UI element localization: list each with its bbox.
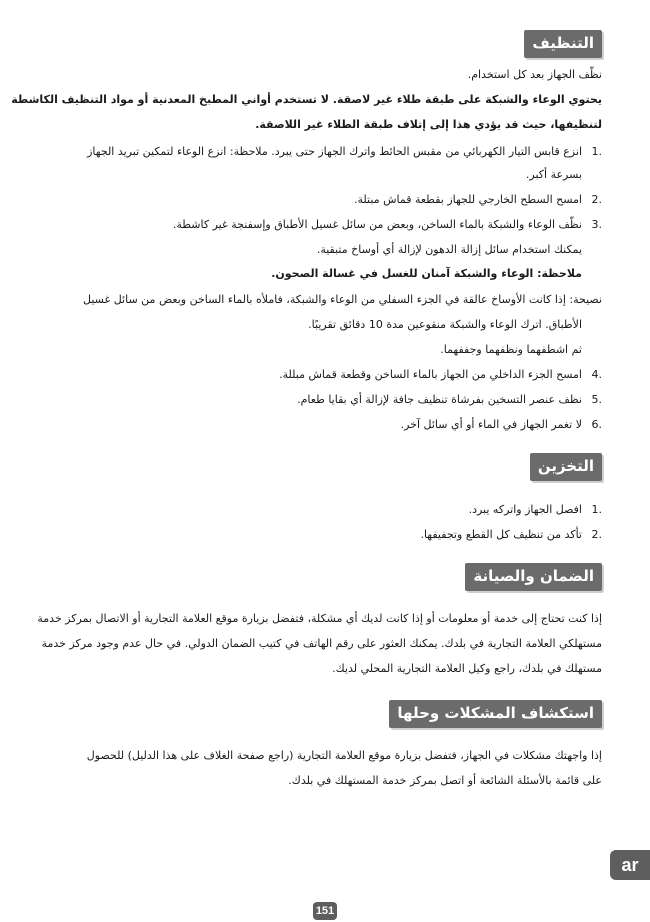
warranty-line-2: مستهلكي العلامة التجارية في بلدك. يمكنك العثور على رقم الهاتف في كتيب الضمان الدولي. في حال عدم وجود مركز خدمة [41, 637, 602, 650]
cleaning-step-6-text: لا تغمر الجهاز في الماء أو أي سائل آخر. [400, 418, 582, 431]
cleaning-step-number: 6. [591, 418, 602, 431]
storage-step-1-text: افصل الجهاز واتركه يبرد. [468, 503, 582, 516]
cleaning-intro: نظّف الجهاز بعد كل استخدام. [467, 68, 602, 81]
cleaning-step-3-tip-line-1: نصيحة: إذا كانت الأوساخ عالقة في الجزء السفلي من الوعاء والشبكة، فاملأه بالماء الساخن وبعض من سائل غسيل [83, 293, 602, 306]
page-number: 151 [313, 902, 337, 920]
warranty-line-1: إذا كنت تحتاج إلى خدمة أو معلومات أو إذا كانت لديك أي مشكلة، فتفضل بزيارة موقع العلامة التجارية أو الاتصال بمركز خدمة [37, 612, 602, 625]
cleaning-step-4-text: امسح الجزء الداخلي من الجهاز بالماء الساخن وقطعة قماش مبللة. [279, 368, 582, 381]
cleaning-step-number: 5. [591, 393, 602, 406]
language-badge: ar [610, 850, 650, 880]
cleaning-step-number: 3. [591, 218, 602, 231]
cleaning-step-number: 2. [591, 193, 602, 206]
cleaning-step-3-line-2: يمكنك استخدام سائل إزالة الدهون لإزالة أي أوساخ متبقية. [316, 243, 582, 256]
troubleshooting-heading: استكشاف المشكلات وحلها [389, 700, 602, 728]
troubleshooting-line-2: على قائمة بالأسئلة الشائعة أو اتصل بمركز خدمة المستهلك في بلدك. [288, 774, 602, 787]
storage-step-2-text: تأكد من تنظيف كل القطع وتجفيفها. [420, 528, 582, 541]
cleaning-step-2-text: امسح السطح الخارجي للجهاز بقطعة قماش مبتلة. [354, 193, 582, 206]
cleaning-step-5-text: نظف عنصر التسخين بفرشاة تنظيف جافة لإزالة أي بقايا طعام. [297, 393, 582, 406]
cleaning-step-1-line-2: بسرعة أكبر. [525, 168, 582, 181]
troubleshooting-line-1: إذا واجهتك مشكلات في الجهاز، فتفضل بزيارة موقع العلامة التجارية (راجع صفحة الغلاف على هذا الدليل) للحصول [86, 749, 602, 762]
cleaning-heading: التنظيف [524, 30, 602, 58]
cleaning-step-number: 1. [591, 145, 602, 158]
cleaning-step-3-line-1: نظّف الوعاء والشبكة بالماء الساخن، وبعض من سائل غسيل الأطباق وإسفنجة غير كاشطة. [172, 218, 582, 231]
cleaning-step-3-tip-line-2: الأطباق. اترك الوعاء والشبكة منقوعين مدة 10 دقائق تقريبًا. [308, 318, 582, 331]
storage-step-number: 2. [591, 528, 602, 541]
cleaning-warning-line-1: يحتوي الوعاء والشبكة على طبقة طلاء غير لاصقة. لا تستخدم أواني المطبخ المعدنية أو مواد التنظيف الكاشطة [11, 93, 602, 106]
cleaning-step-1-line-1: انزع قابس التيار الكهربائي من مقبس الحائط واترك الجهاز حتى يبرد. ملاحظة: انزع الوعاء لتمكين تبريد الجهاز [87, 145, 582, 158]
cleaning-step-3-note: ملاحظة: الوعاء والشبكة آمنان للغسل في غسالة الصحون. [271, 267, 582, 280]
cleaning-warning-line-2: لتنظيفها، حيث قد يؤدي هذا إلى إتلاف طبقة الطلاء غير اللاصقة. [255, 118, 602, 131]
cleaning-step-number: 4. [591, 368, 602, 381]
cleaning-step-3-tip-line-3: ثم اشطفهما ونظفهما وجففهما. [440, 343, 582, 356]
storage-heading: التخزين [530, 453, 602, 481]
warranty-heading: الضمان والصيانة [465, 563, 602, 591]
warranty-line-3: مستهلك في بلدك، راجع وكيل العلامة التجارية المحلي لديك. [332, 662, 602, 675]
storage-step-number: 1. [591, 503, 602, 516]
